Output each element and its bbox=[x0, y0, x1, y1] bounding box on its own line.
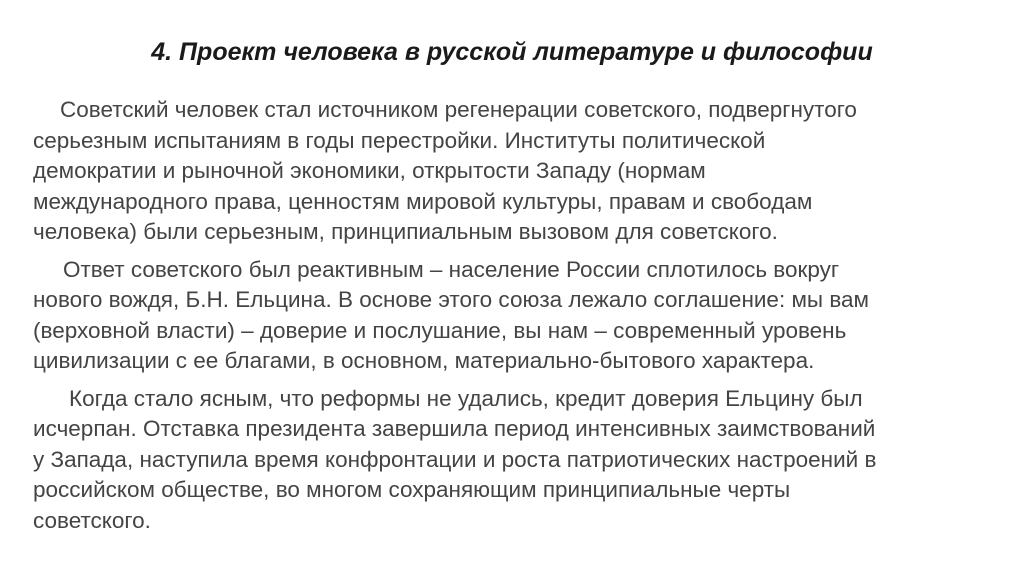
slide-body bbox=[33, 95, 999, 543]
paragraph-2 bbox=[33, 255, 999, 377]
paragraph-line: серьезным испытаниям в годы перестройки. Институты политической bbox=[33, 127, 766, 153]
paragraph-line: советского. bbox=[33, 507, 151, 533]
paragraph-line: у Запада, наступила время конфронтации и роста патриотических настроений в bbox=[33, 446, 877, 472]
paragraph-line: российском обществе, во многом сохраняющим принципиальные черты bbox=[33, 477, 791, 502]
paragraph-line: Когда стало ясным, что реформы не удались, кредит доверия Ельцину был bbox=[69, 385, 863, 411]
paragraph-line: человека) были серьезным, принципиальным вызовом для советского. bbox=[33, 219, 778, 244]
paragraph-line: исчерпан. Отставка президента завершила период интенсивных заимствований bbox=[33, 416, 876, 441]
paragraph-line: Советский человек стал источником регенерации советского, подвергнутого bbox=[60, 97, 857, 122]
paragraph-line: (верховной власти) – доверие и послушание, вы нам – современный уровень bbox=[33, 317, 847, 343]
paragraph-line: цивилизации с ее благами, в основном, материально-бытового характера. bbox=[33, 348, 815, 373]
paragraph-3 bbox=[33, 384, 999, 537]
paragraph-1 bbox=[33, 95, 999, 248]
paragraph-line: международного права, ценностям мировой культуры, правам и свободам bbox=[33, 188, 813, 214]
paragraph-line: Ответ советского был реактивным – население России сплотилось вокруг bbox=[63, 256, 840, 282]
paragraph-line: демократии и рыночной экономики, открытости Западу (нормам bbox=[33, 158, 706, 183]
paragraph-line: нового вождя, Б.Н. Ельцина. В основе этого союза лежало соглашение: мы вам bbox=[33, 287, 870, 312]
slide-title: 4. Проект человека в русской литературе и философии bbox=[151, 38, 873, 66]
